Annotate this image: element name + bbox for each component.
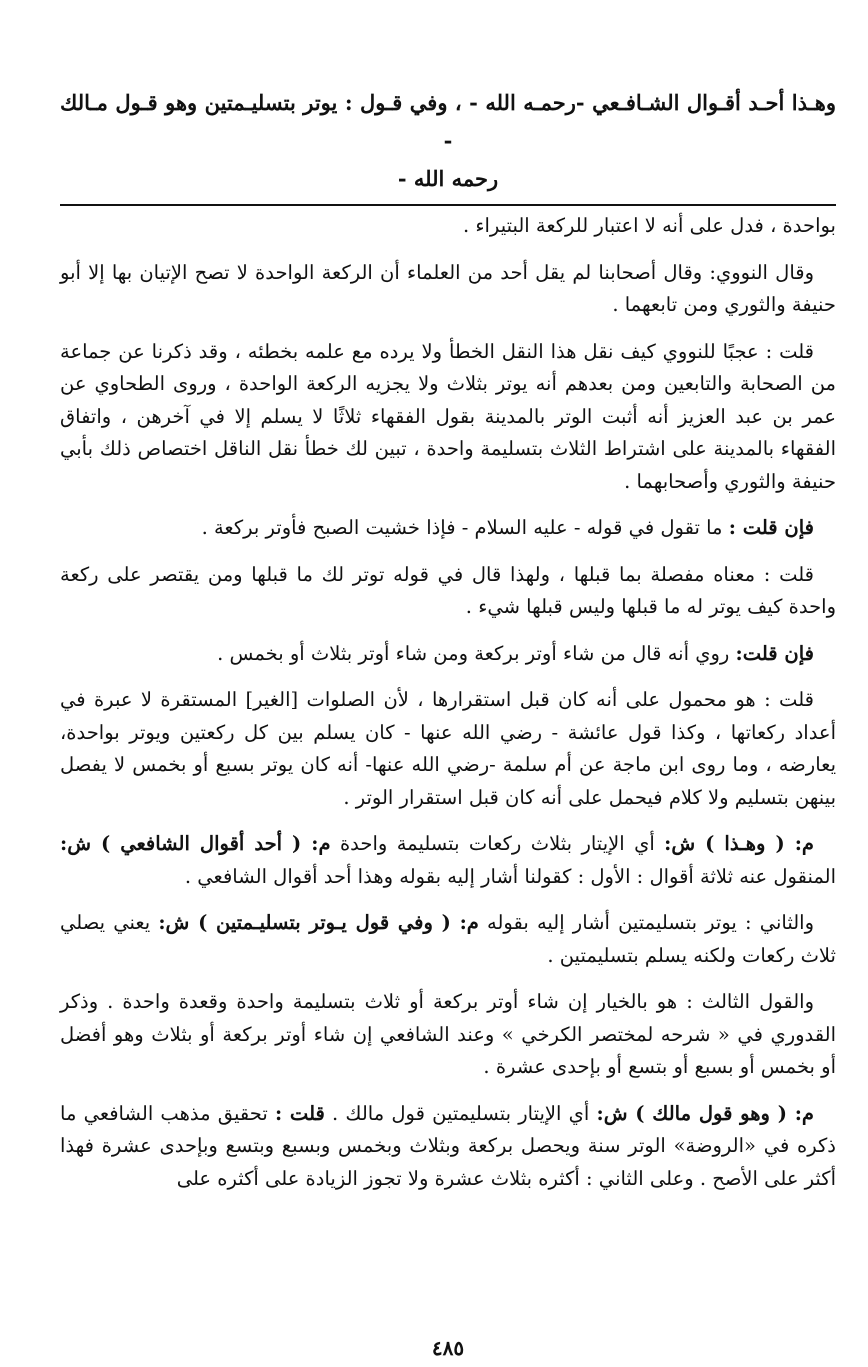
document-page bbox=[60, 84, 836, 1360]
page-header bbox=[60, 84, 836, 198]
page-number: ٤٨٥ bbox=[431, 1336, 465, 1360]
header-divider bbox=[60, 204, 836, 206]
paragraph-7-text-b: المنقول عنه ثلاثة أقوال : الأول : كقولنا أشار إليه بقوله وهذا أحد أقوال الشافعي . bbox=[184, 864, 836, 888]
paragraph-10-lead-2: قلت : bbox=[274, 1101, 325, 1125]
paragraph-2: قلت : عجبًا للنووي كيف نقل هذا النقل الخطأ ولا يرده مع علمه بخطئه ، وقد ذكرنا عن جماعة من الصحابة والتابعين ومن بعدهم أنه يوتر بثلاث ولا يجزيه الركعة الواحدة ، وروى الطحاوي عن عمر بن عبد العزيز أنه أثبت الوتر بالمدينة بقول الفقهاء ثلاثًا لا يسلم إلا في آخرهن ، واتفاق الفقهاء بالمدينة على اشتراط الثلاث بتسليمة واحدة ، تبين لك خطأ نقل الناقل اختصاص ذلك بأبي حنيفة والثوري وأصحابهما . bbox=[60, 339, 836, 493]
paragraph-3-lead: فإن قلت : bbox=[728, 516, 814, 539]
paragraph-1: وقال النووي: وقال أصحابنا لم يقل أحد من العلماء أن الركعة الواحدة لا تصح الإتيان بها إلا أبو حنيفة والثوري ومن تابعهما . bbox=[60, 260, 836, 316]
paragraph-7-text-a: أي الإيتار بثلاث ركعات بتسليمة واحدة bbox=[330, 832, 665, 855]
paragraph-8-lead: م: ( وفي قول يـوتر بتسليـمتين ) ش: bbox=[158, 911, 479, 934]
header-line-1: وهـذا أحـد أقـوال الشـافـعي -رحمـه الله - ، وفي قـول : يوتر بتسليـمتين وهو قـول مـالك - bbox=[60, 90, 836, 153]
paragraph-10-lead: م: ( وهو قول مالك ) ش: bbox=[596, 1101, 814, 1125]
paragraph-9: والقول الثالث : هو بالخيار إن شاء أوتر بركعة أو ثلاث بتسليمة واحدة وقعدة واحدة . وذكر القدوري في « شرحه لمختصر الكرخي » وعند الشافعي إن شاء أوتر بركعة أو بثلاث وهو أفضل أو بخمس أو بسبع أو بتسع أو بإحدى عشرة . bbox=[60, 990, 836, 1078]
paragraph-8-text-b: يعني يصلي ثلاث ركعات ولكنه يسلم بتسليمتين . bbox=[60, 911, 836, 967]
paragraph-5 bbox=[60, 638, 836, 671]
paragraph-0: بواحدة ، فدل على أنه لا اعتبار للركعة البتيراء . bbox=[462, 214, 836, 237]
paragraph-7-lead-2: م: ( أحد أقوال الشافعي ) ش: bbox=[60, 832, 331, 855]
paragraph-10-text-a: أي الإيتار بتسليمتين قول مالك . bbox=[324, 1101, 597, 1125]
paragraph-3 bbox=[60, 512, 836, 545]
paragraph-5-text: روي أنه قال من شاء أوتر بركعة ومن شاء أوتر بثلاث أو بخمس . bbox=[217, 641, 736, 665]
paragraph-8-text-a: والثاني : يوتر بتسليمتين أشار إليه بقوله bbox=[478, 911, 814, 934]
paragraph-10 bbox=[60, 1098, 836, 1196]
paragraph-3-text: ما تقول في قوله - عليه السلام - فإذا خشيت الصبح فأوتر بركعة . bbox=[201, 516, 729, 539]
paragraph-5-lead: فإن قلت: bbox=[735, 641, 814, 665]
paragraph-7-lead: م: ( وهـذا ) ش: bbox=[664, 832, 814, 855]
header-line-2: رحمه الله - bbox=[397, 166, 499, 191]
paragraph-10-text-b: تحقيق مذهب الشافعي ما ذكره في «الروضة» الوتر سنة ويحصل بركعة وبثلاث وبخمس وبسبع وبتسع وبإحدى عشرة فهذا أكثر على الأصح . وعلى الثاني : أكثره بثلاث عشرة ولا تجوز الزيادة على أكثره على bbox=[60, 1101, 836, 1190]
paragraph-7 bbox=[60, 828, 836, 893]
paragraph-4: قلت : معناه مفصلة بما قبلها ، ولهذا قال في قوله توتر لك ما قبلها ومن يقتصر على ركعة واحدة كيف يوتر له ما قبلها وليس قبلها شيء . bbox=[60, 562, 836, 618]
paragraph-6: قلت : هو محمول على أنه كان قبل استقرارها ، لأن الصلوات [الغير] المستقرة لا عبرة في أعداد ركعاتها ، وكذا قول عائشة - رضي الله عنها - كان يسلم بين كل ركعتين ويوتر بواحدة، يعارضه ، وما روى ابن ماجة عن أم سلمة -رضي الله عنها- أنه كان يوتر بسبع أو بخمس لا يفصل بينهن بتسليم ولا كلام فيحمل على أنه كان قبل استقرار الوتر . bbox=[60, 688, 836, 809]
paragraph-8 bbox=[60, 907, 836, 972]
